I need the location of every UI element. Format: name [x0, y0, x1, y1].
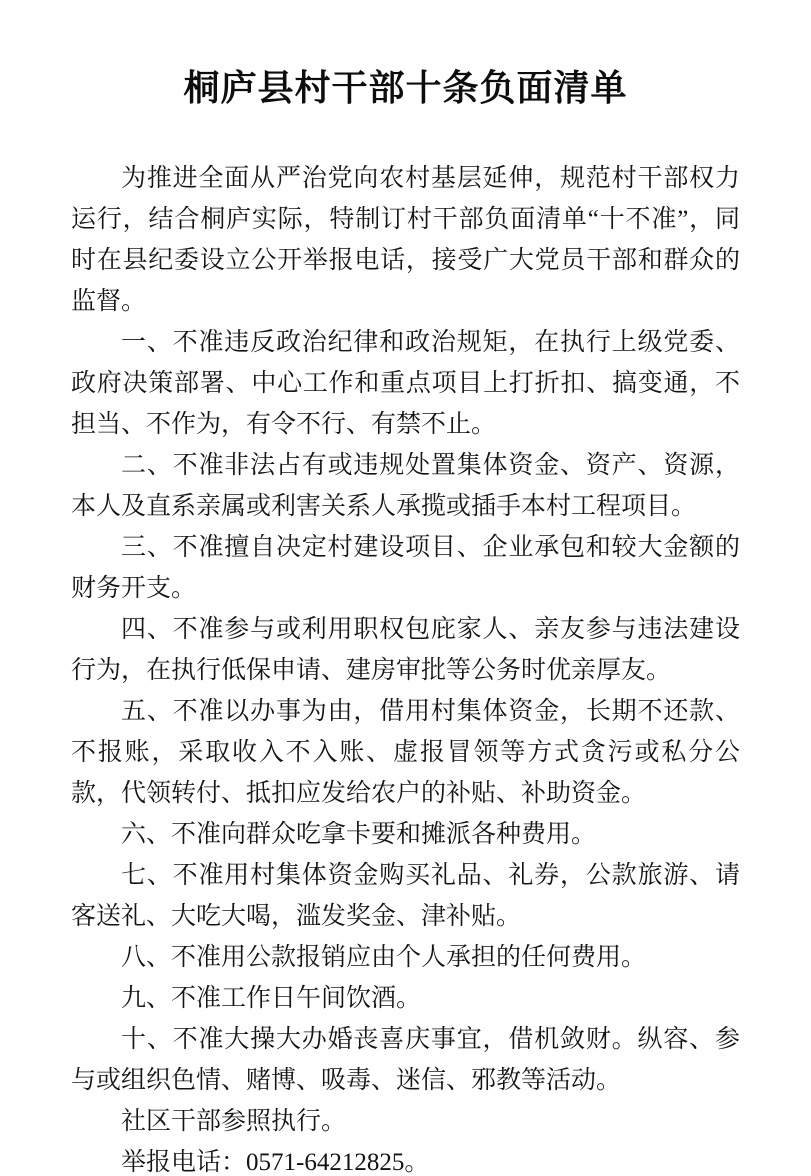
paragraph: 社区干部参照执行。 — [121, 1108, 347, 1135]
paragraph: 举报电话：0571-64212825。 — [121, 1149, 430, 1176]
paragraph: 十、不准大操大办婚丧喜庆事宜，借机敛财。纵容、参与或组织色情、赌博、吸毒、迷信、邪教等活动。 — [71, 1026, 740, 1094]
paragraph: 五、不准以办事为由，借用村集体资金，长期不还款、不报账，采取收入不入账、虚报冒领等方式贪污或私分公款，代领转付、抵扣应发给农户的补贴、补助资金。 — [71, 698, 740, 807]
paragraph: 三、不准擅自决定村建设项目、企业承包和较大金额的财务开支。 — [71, 534, 740, 602]
paragraph: 八、不准用公款报销应由个人承担的任何费用。 — [121, 944, 647, 971]
paragraph: 四、不准参与或利用职权包庇家人、亲友参与违法建设行为，在执行低保申请、建房审批等公务时优亲厚友。 — [71, 616, 740, 684]
paragraph: 二、不准非法占有或违规处置集体资金、资产、资源，本人及直系亲属或利害关系人承揽或插手本村工程项目。 — [71, 452, 740, 520]
document-body — [71, 158, 740, 1176]
paragraph: 为推进全面从严治党向农村基层延伸，规范村干部权力运行，结合桐庐实际，特制订村干部负面清单“十不准”，同时在县纪委设立公开举报电话，接受广大党员干部和群众的监督。 — [71, 165, 740, 315]
paragraph: 九、不准工作日午间饮酒。 — [121, 985, 422, 1012]
paragraph: 七、不准用村集体资金购买礼品、礼券，公款旅游、请客送礼、大吃大喝，滥发奖金、津补贴。 — [71, 862, 740, 930]
paragraph: 六、不准向群众吃拿卡要和摊派各种费用。 — [121, 821, 597, 848]
paragraph: 一、不准违反政治纪律和政治规矩，在执行上级党委、政府决策部署、中心工作和重点项目上打折扣、搞变通，不担当、不作为，有令不行、有禁不止。 — [71, 329, 740, 438]
document-title: 桐庐县村干部十条负面清单 — [183, 67, 628, 108]
